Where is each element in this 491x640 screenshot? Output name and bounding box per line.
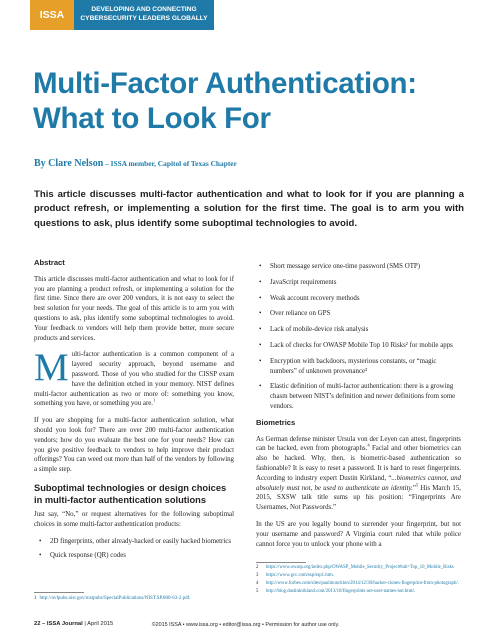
suboptimal-list-left xyxy=(34,537,234,562)
footnote-link[interactable]: https://www.gcc.com/ssp/ssp1.htm. xyxy=(266,572,334,578)
bio-quote-close: ” xyxy=(412,484,416,492)
bullet-icon: • xyxy=(259,263,262,270)
abstract-text: This article discusses multi-factor authentication and what to look for if you are planning a product refresh, or implementing a solution for the first time. Since there are over 200 vendors, it is not easy to select the best solution for your needs. The goal of this article is to arm you with questions to ask, plus identify some suboptimal technologies to avoid. Your feedback to vendors will help them provide better, more secure products and services. xyxy=(34,275,234,342)
footnote-number: 1 xyxy=(34,596,37,601)
page-number: 22 – ISSA Journal xyxy=(34,621,83,627)
footnote-link[interactable]: http://nvlpubs.nist.gov/nistpubs/SpecialPublications/NIST.SP.800-63-2.pdf. xyxy=(39,596,191,601)
suboptimal-intro: Just say, “No,” or request alternatives for the following suboptimal choices in some multi-factor authentication products: xyxy=(34,511,234,528)
list-item-text: JavaScript requirements xyxy=(270,278,337,286)
list-item-text: Elastic definition of multi-factor authentication: there is a growing chasm between NIST’s definition and newer definitions from some vendors. xyxy=(270,383,456,410)
title-line-1: Multi-Factor Authentication: xyxy=(33,67,417,100)
footnote-link[interactable]: https://www.owasp.org/index.php/OWASP_Mobile_Security_Project#tab=Top_10_Mobile_Risks xyxy=(266,565,454,570)
footnote-4 xyxy=(256,581,461,587)
footnote-1 xyxy=(34,596,191,601)
byline-name: By Clare Nelson xyxy=(34,158,104,169)
banner-line-2: CYBERSECURITY LEADERS GLOBALLY xyxy=(80,15,208,22)
list-item-text: Encryption with backdoors, mysterious constants, or “magic numbers” of unknown provenance³ xyxy=(270,357,437,375)
bullet-icon: • xyxy=(259,326,262,334)
list-item-text: Lack of checks for OWASP Mobile Top 10 Risks² for mobile apps xyxy=(270,341,453,349)
list-item-text: Over reliance on GPS xyxy=(270,310,331,318)
list-item-text: Short message service one-time password (SMS OTP) xyxy=(270,263,421,270)
footnote-divider xyxy=(34,592,84,593)
suboptimal-list-right xyxy=(256,262,461,412)
biometrics-paragraph-1 xyxy=(256,435,461,513)
footnote-5 xyxy=(256,589,461,595)
bio-quote: ...biometrics cannot, and absolutely must not, be used to authenticate an identity. xyxy=(256,474,461,492)
list-item xyxy=(34,551,234,561)
left-column xyxy=(34,258,234,566)
bullet-icon: • xyxy=(259,294,262,302)
footnote-3 xyxy=(256,573,461,579)
issue-date: | April 2015 xyxy=(82,621,114,627)
footnotes-right xyxy=(256,565,461,597)
lede: This article discusses multi-factor authentication and what to look for if you are planning a product refresh, or implementing a solution for the first time. The goal is to arm you with questions to ask, plus identify some suboptimal technologies to avoid. xyxy=(34,189,464,229)
biometrics-heading: Biometrics xyxy=(256,417,296,427)
list-item xyxy=(256,278,461,288)
intro-text: ulti-factor authentication is a common component of a layered security approach, beyond username and password. Those of you who studied for the CISSP exam have the definition etched in your memory. NIST defines multi-factor authentication as two or more of: something you know, something you have, or something you are. xyxy=(34,351,234,408)
footnote-number: 2 xyxy=(256,565,259,570)
bio-text-a: As German defense minister Ursula von der Leyen can attest, fingerprints can be hacked, even from photographs. xyxy=(256,435,461,453)
header-banner xyxy=(74,0,214,30)
list-item xyxy=(256,341,461,351)
bullet-icon: • xyxy=(259,357,262,365)
title-line-2: What to Look For xyxy=(33,102,271,136)
bio-text-b: Facial and other biometrics can also be hacked. Why, then, is biometric-based authentication so fashionable? It is easy to reset a password. It is hard to reset fingerprints. According to industry expert Dustin Kirkland, “ xyxy=(256,445,461,482)
list-item-text: Weak account recovery methods xyxy=(270,294,360,302)
byline-role: – ISSA member, Capitol of Texas Chapter xyxy=(103,159,237,168)
bullet-icon: • xyxy=(259,310,262,318)
footnote-ref-1[interactable]: 1 xyxy=(153,398,156,404)
shopping-paragraph: If you are shopping for a multi-factor authentication solution, what should you look for? There are over 200 multi-factor authentication vendors; how do you evaluate the best one for your needs? How can you give positive feedback to vendors to help improve their product offerings? You can weed out more than half of the vendors by following a simple step. xyxy=(34,417,234,474)
bullet-icon: • xyxy=(259,278,262,286)
footnote-ref-4[interactable]: 4 xyxy=(367,443,370,449)
footnote-number: 3 xyxy=(256,572,259,578)
footnote-link[interactable]: http://blog.dustinkirkland.com/2013/10/fingerprints-are-user-names-not.html. xyxy=(266,588,415,594)
right-column xyxy=(256,262,461,556)
byline xyxy=(34,158,237,169)
footnote-link[interactable]: http://www.forbes.com/sites/paulmonckton/2014/12/30/hacker-clones-fingerprint-from-photograph/. xyxy=(266,580,459,586)
bullet-icon: • xyxy=(259,383,262,391)
biometrics-paragraph-2: In the US are you legally bound to surrender your fingerprint, but not your username and password? A Virginia court ruled that while police cannot force you to unlock your phone with a xyxy=(256,520,461,548)
list-item xyxy=(256,382,461,411)
footnote-divider xyxy=(256,562,306,563)
footnote-number: 5 xyxy=(256,588,259,594)
list-item xyxy=(256,294,461,304)
article-title xyxy=(33,66,473,137)
bullet-icon: • xyxy=(39,552,42,560)
list-item-text: Lack of mobile-device risk analysis xyxy=(270,326,369,334)
bullet-icon: • xyxy=(39,537,42,545)
footnote-number: 4 xyxy=(256,580,259,586)
issa-tab: ISSA xyxy=(30,0,74,30)
list-item xyxy=(256,357,461,377)
list-item xyxy=(256,262,461,272)
bullet-icon: • xyxy=(259,341,262,349)
bio-text-d: His March 15, 2015, SXSW talk title sums up his position: “Fingerprints Are Usernames, Not Passwords.” xyxy=(256,484,461,512)
intro-paragraph xyxy=(34,346,234,409)
footnote-ref-5[interactable]: 5 xyxy=(415,482,419,488)
drop-cap: M xyxy=(34,346,69,390)
copyright-footer: ©2015 ISSA • www.issa.org • editor@issa.org • Permission for author use only. xyxy=(151,622,340,628)
list-item-text: Quick response (QR) codes xyxy=(50,552,126,560)
suboptimal-heading: Suboptimal technologies or design choices in multi-factor authentication solutions xyxy=(34,482,227,505)
list-item xyxy=(256,309,461,319)
list-item xyxy=(34,537,234,547)
list-item-text: 2D fingerprints, other already-hacked or easily hacked biometrics xyxy=(50,537,232,545)
banner-line-1: DEVELOPING AND CONNECTING xyxy=(91,6,197,14)
list-item xyxy=(256,325,461,335)
footnote-2 xyxy=(256,565,461,571)
abstract-heading: Abstract xyxy=(34,258,65,267)
